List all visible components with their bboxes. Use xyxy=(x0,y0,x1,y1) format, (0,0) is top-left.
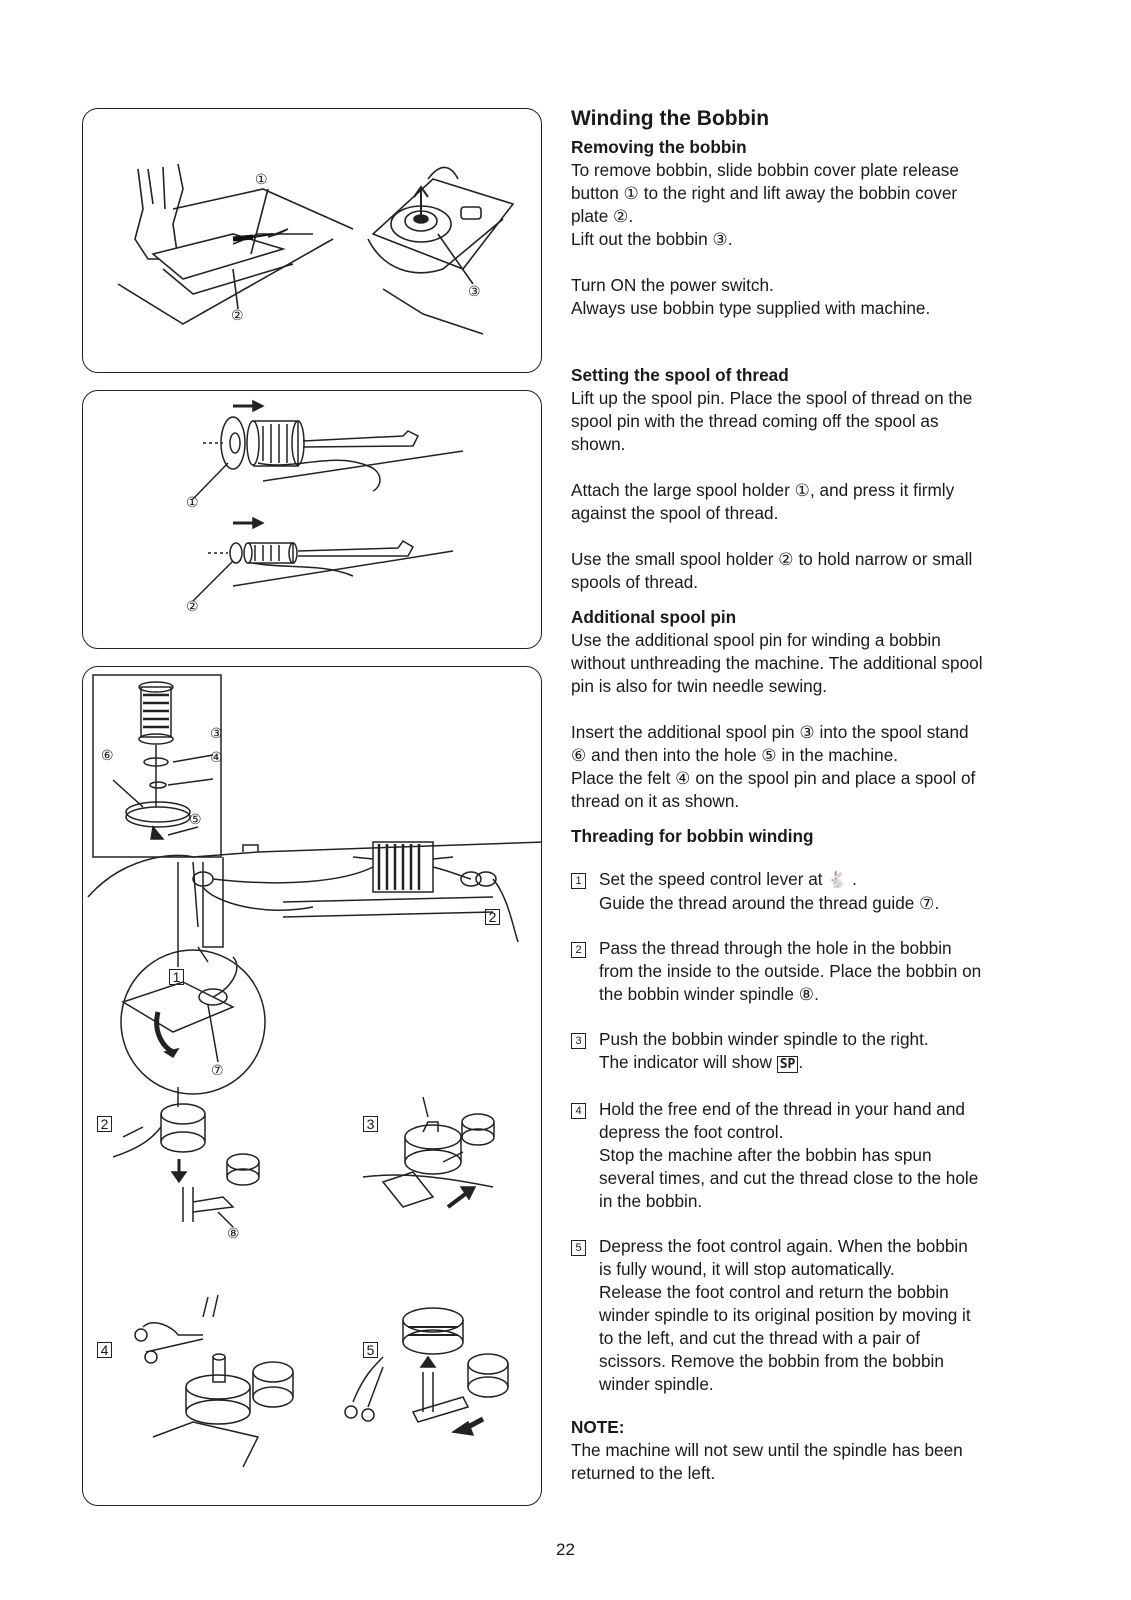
rabbit-icon: 🐇 xyxy=(827,872,848,889)
callout-5: ⑤ xyxy=(189,811,202,827)
step-3-figure-tag: 3 xyxy=(363,1116,378,1132)
figure-spool-holders xyxy=(82,390,542,649)
step-number xyxy=(571,1098,599,1213)
step-number-box: 2 xyxy=(571,942,586,958)
threading-step-2 xyxy=(571,937,1041,1006)
figure-bobbin-winding xyxy=(82,666,542,1506)
bobbin-winding-illustration xyxy=(83,667,541,1505)
spool-heading: Setting the spool of thread xyxy=(571,365,789,385)
callout-2: ② xyxy=(186,598,199,614)
step-text: Hold the free end of the thread in your hand and depress the foot control. Stop the machine after the bobbin has spun several times, and cut the thread close to the hole in the bobbin. xyxy=(599,1099,979,1211)
additional-text-1: Use the additional spool pin for winding a bobbin without unthreading the machine. The additional spool pin is also for twin needle sewing. xyxy=(571,630,983,696)
removing-bobbin-illustration xyxy=(83,109,541,372)
step-2-figure-tag: 2 xyxy=(97,1116,112,1132)
step-text: Pass the thread through the hole in the bobbin from the inside to the outside. Place the bobbin on the bobbin winder spindle ⑧. xyxy=(599,938,982,1004)
step-3-text-b: . xyxy=(798,1052,804,1072)
step-text xyxy=(599,1028,929,1076)
spool-holder-illustration xyxy=(83,391,541,648)
callout-4: ④ xyxy=(210,749,223,765)
removing-text: To remove bobbin, slide bobbin cover plate release button ① to the right and lift away the bobbin cover plate ②. Lift out the bobbin ③. xyxy=(571,160,959,249)
step-1-tag: 1 xyxy=(169,969,184,985)
step-number xyxy=(571,937,599,1006)
step-number-box: 5 xyxy=(571,1240,586,1256)
figure-removing-bobbin xyxy=(82,108,542,373)
step-text: Depress the foot control again. When the bobbin is fully wound, it will stop automatically. Release the foot control and return the bobbin winder spindle to its original position by moving it to the left, and cut the thread with a pair of scissors. Remove the bobbin from the bobbin winder spindle. xyxy=(599,1236,971,1394)
note-text: The machine will not sew until the spindle has been returned to the left. xyxy=(571,1440,963,1483)
callout-1: ① xyxy=(186,494,199,510)
additional-text-2: Insert the additional spool pin ③ into the spool stand ⑥ and then into the hole ⑤ in the machine. Place the felt ④ on the spool pin and place a spool of thread on it as shown. xyxy=(571,722,976,811)
removing-heading: Removing the bobbin xyxy=(571,137,747,157)
callout-2: ② xyxy=(231,307,244,323)
step-number xyxy=(571,868,599,915)
step-3-text-a: Push the bobbin winder spindle to the right. The indicator will show xyxy=(599,1029,929,1072)
threading-step-1 xyxy=(571,868,1041,915)
indicator-display: SP xyxy=(777,1056,799,1073)
spool-text-2: Attach the large spool holder ①, and press it firmly against the spool of thread. xyxy=(571,480,955,523)
step-text xyxy=(599,868,939,915)
callout-7: ⑦ xyxy=(211,1062,224,1078)
spool-text-1: Lift up the spool pin. Place the spool of thread on the spool pin with the thread coming off the spool as shown. xyxy=(571,388,973,454)
step-2-tag: 2 xyxy=(485,909,500,925)
callout-1: ① xyxy=(255,171,268,187)
step-number xyxy=(571,1235,599,1396)
page-number: 22 xyxy=(556,1540,575,1559)
step-number xyxy=(571,1028,599,1076)
callout-8: ⑧ xyxy=(227,1225,240,1241)
step-1-text-b: . Guide the thread around the thread guide ⑦. xyxy=(599,869,940,913)
spool-text-3: Use the small spool holder ② to hold narrow or small spools of thread. xyxy=(571,549,973,592)
callout-6: ⑥ xyxy=(101,747,114,763)
step-number-box: 4 xyxy=(571,1103,586,1119)
step-1-text-a: Set the speed control lever at xyxy=(599,869,823,889)
callout-3: ③ xyxy=(468,283,481,299)
step-4-figure-tag: 4 xyxy=(97,1342,112,1358)
page-title: Winding the Bobbin xyxy=(571,107,770,130)
instructions-column xyxy=(571,106,1041,1485)
threading-step-5 xyxy=(571,1235,1041,1396)
note-heading: NOTE: xyxy=(571,1417,625,1437)
threading-step-3 xyxy=(571,1028,1041,1076)
step-number-box: 3 xyxy=(571,1033,586,1049)
callout-3: ③ xyxy=(210,725,223,741)
threading-heading: Threading for bobbin winding xyxy=(571,826,814,846)
removing-text-2: Turn ON the power switch. Always use bobbin type supplied with machine. xyxy=(571,275,931,318)
threading-step-4 xyxy=(571,1098,1041,1213)
step-5-figure-tag: 5 xyxy=(363,1342,378,1358)
step-number-box: 1 xyxy=(571,873,586,889)
additional-heading: Additional spool pin xyxy=(571,607,737,627)
